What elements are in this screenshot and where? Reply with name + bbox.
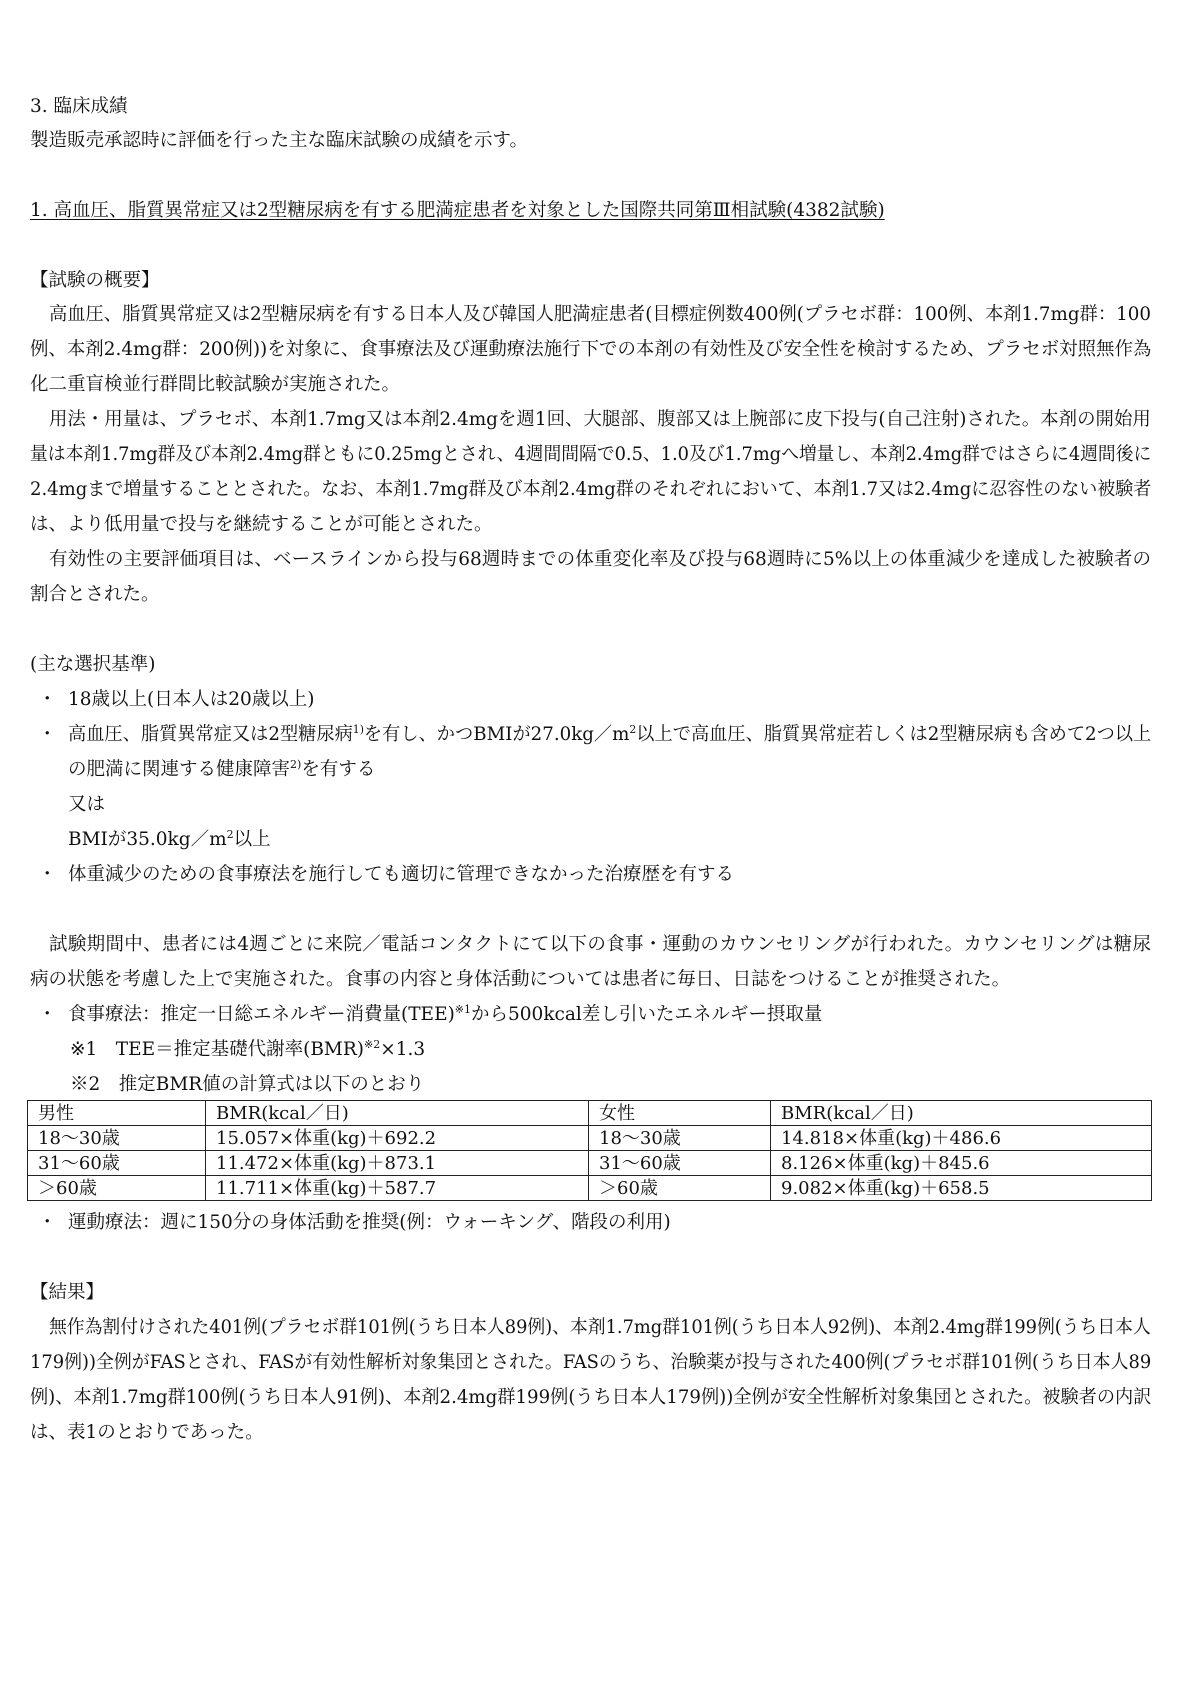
table-cell: 15.057×体重(kg)＋692.2 bbox=[206, 1126, 589, 1151]
intro-text: 製造販売承認時に評価を行った主な臨床試験の成績を示す。 bbox=[30, 130, 529, 151]
table-row bbox=[28, 1151, 1152, 1176]
overview-p3-line: 有効性の主要評価項目は、ベースラインから投与68週時までの体重変化率及び投与68週時に5%以上の体重減少を達成した被験者の bbox=[49, 549, 1151, 570]
table-cell: 8.126×体重(kg)＋845.6 bbox=[771, 1151, 1152, 1176]
overview-p3-line: 割合とされた。 bbox=[30, 584, 160, 605]
table-cell: ＞60歳 bbox=[28, 1176, 206, 1201]
table-cell: 31～60歳 bbox=[589, 1151, 771, 1176]
table-header-cell: 女性 bbox=[589, 1101, 771, 1126]
bmr-table bbox=[27, 1100, 1152, 1201]
table-header-row bbox=[28, 1101, 1152, 1126]
criteria-heading: (主な選択基準) bbox=[30, 654, 156, 675]
criteria-item-or: 又は bbox=[68, 794, 106, 815]
table-cell: 18～30歳 bbox=[589, 1126, 771, 1151]
overview-p2-line: は、より低用量で投与を継続することが可能とされた。 bbox=[30, 514, 493, 535]
criteria-item-diet-history: 体重減少のための食事療法を施行しても適切に管理できなかった治療歴を有する bbox=[68, 864, 735, 885]
table-cell: 11.711×体重(kg)＋587.7 bbox=[206, 1176, 589, 1201]
table-cell: 31～60歳 bbox=[28, 1151, 206, 1176]
bullet: ・ bbox=[38, 1004, 57, 1025]
overview-p1-line: 化二重盲検並行群間比較試験が実施された。 bbox=[30, 374, 401, 395]
note-bmr: ※2 推定BMR値の計算式は以下のとおり bbox=[70, 1074, 425, 1095]
overview-p2-line: 2.4mgまで増量することとされた。なお、本剤1.7mg群及び本剤2.4mg群のそれぞれにおいて、本剤1.7又は2.4mgに忍容性のない被験者 bbox=[30, 479, 1152, 500]
overview-p2-line: 量は本剤1.7mg群及び本剤2.4mg群ともに0.25mgとされ、4週間間隔で0.5、1.0及び1.7mgへ増量し、本剤2.4mg群ではさらに4週間後に bbox=[30, 444, 1152, 465]
table-header-cell: BMR(kcal／日) bbox=[771, 1101, 1152, 1126]
bullet: ・ bbox=[38, 1212, 57, 1233]
results-heading: 【結果】 bbox=[30, 1282, 105, 1303]
table-cell: 14.818×体重(kg)＋486.6 bbox=[771, 1126, 1152, 1151]
study-title: 1. 高血圧、脂質異常症又は2型糖尿病を有する肥満症患者を対象とした国際共同第Ⅲ相試験(4382試験) bbox=[30, 200, 885, 221]
overview-p1-line: 例、本剤2.4mg群：200例))を対象に、食事療法及び運動療法施行下での本剤の有効性及び安全性を検討するため、プラセボ対照無作為 bbox=[30, 339, 1152, 360]
table-header-cell: BMR(kcal／日) bbox=[206, 1101, 589, 1126]
table-cell: 9.082×体重(kg)＋658.5 bbox=[771, 1176, 1152, 1201]
diet-therapy: 食事療法：推定一日総エネルギー消費量(TEE)$^{※1}$から500kcal差し引いたエネルギー摂取量 bbox=[68, 1003, 823, 1025]
criteria-item-age: 18歳以上(日本人は20歳以上) bbox=[68, 689, 315, 710]
note-tee: ※1 TEE＝推定基礎代謝率(BMR)$^{※2}$×1.3 bbox=[70, 1038, 426, 1060]
results-line: 179例))全例がFASとされ、FASが有効性解析対象集団とされた。FASのうち、治験薬が投与された400例(プラセボ群101例(うち日本人89 bbox=[30, 1352, 1152, 1373]
counseling-line: 試験期間中、患者には4週ごとに来院／電話コンタクトにて以下の食事・運動のカウンセリングが行われた。カウンセリングは糖尿 bbox=[49, 934, 1151, 955]
overview-p1-line: 高血圧、脂質異常症又は2型糖尿病を有する日本人及び韓国人肥満症患者(目標症例数400例(プラセボ群：100例、本剤1.7mg群：100 bbox=[49, 304, 1151, 325]
criteria-item-bmi-line: 高血圧、脂質異常症又は2型糖尿病$^{1)}$を有し、かつBMIが$27.0kg/m^2$以上で高血圧、脂質異常症若しくは2型糖尿病も含めて2つ以上 bbox=[68, 723, 1152, 745]
table-row bbox=[28, 1126, 1152, 1151]
table-row bbox=[28, 1176, 1152, 1201]
table-cell: 18～30歳 bbox=[28, 1126, 206, 1151]
criteria-item-bmi-alt: BMIが$35.0kg/m^2$以上 bbox=[68, 828, 271, 850]
section-heading: 3. 臨床成績 bbox=[30, 96, 128, 117]
exercise-therapy: 運動療法：週に150分の身体活動を推奨(例：ウォーキング、階段の利用) bbox=[68, 1212, 671, 1233]
bullet: ・ bbox=[38, 864, 57, 885]
results-line: 無作為割付けされた401例(プラセボ群101例(うち日本人89例)、本剤1.7mg群101例(うち日本人92例)、本剤2.4mg群199例(うち日本人 bbox=[49, 1317, 1151, 1338]
table-cell: ＞60歳 bbox=[589, 1176, 771, 1201]
criteria-item-bmi-line: の肥満に関連する健康障害$^{2)}$を有する bbox=[68, 758, 376, 780]
overview-heading: 【試験の概要】 bbox=[30, 270, 160, 291]
overview-p2-line: 用法・用量は、プラセボ、本剤1.7mg又は本剤2.4mgを週1回、大腿部、腹部又は上腕部に皮下投与(自己注射)された。本剤の開始用 bbox=[49, 409, 1151, 430]
results-line: 例)、本剤1.7mg群100例(うち日本人91例)、本剤2.4mg群199例(うち日本人179例))全例が安全性解析対象集団とされた。被験者の内訳 bbox=[30, 1387, 1152, 1408]
table-header-cell: 男性 bbox=[28, 1101, 206, 1126]
bullet: ・ bbox=[38, 724, 57, 745]
bullet: ・ bbox=[38, 689, 57, 710]
table-cell: 11.472×体重(kg)＋873.1 bbox=[206, 1151, 589, 1176]
counseling-line: 病の状態を考慮した上で実施された。食事の内容と身体活動については患者に毎日、日誌をつけることが推奨された。 bbox=[30, 969, 1011, 990]
results-line: は、表1のとおりであった。 bbox=[30, 1422, 264, 1443]
